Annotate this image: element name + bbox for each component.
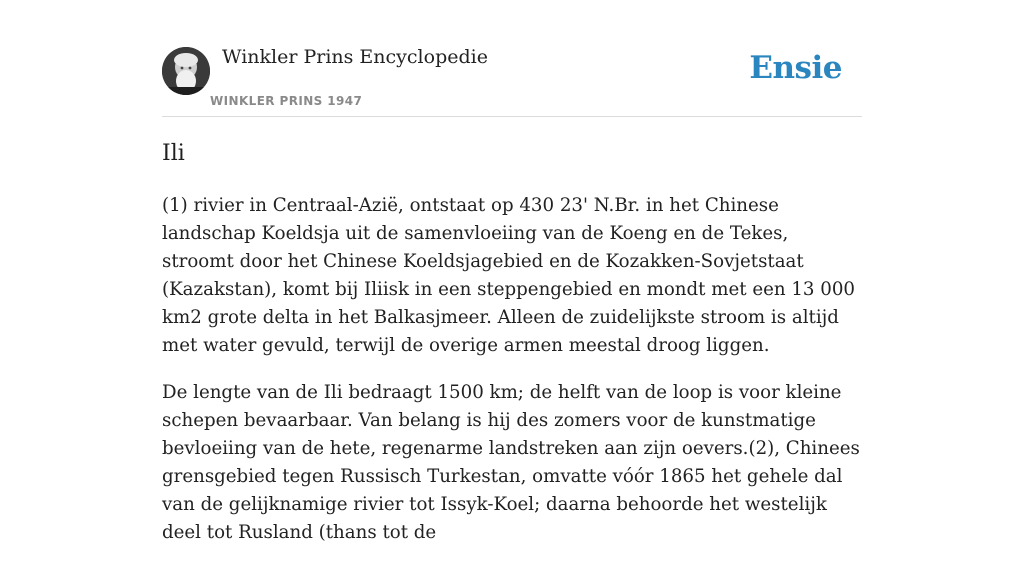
entry-paragraph: (1) rivier in Centraal-Azië, ontstaat op 430 23' N.Br. in het Chinese landschap Koeldsja uit de samenvloeiing van de Koeng en de Tekes, stroomt door het Chinese Koeldsjagebied en de Kozakken-Sovjetstaat (Kazakstan), komt bij Iliisk in een steppengebied en mondt met een 13 000 km2 grote delta in het Balkasjmeer. Alleen de zuidelijkste stroom is altijd met water gevuld, terwijl de overige armen meestal droog liggen.: [162, 195, 855, 356]
author-portrait-icon[interactable]: [162, 47, 210, 95]
brand-logo[interactable]: Ensie: [749, 50, 842, 86]
entry-paragraph: De lengte van de Ili bedraagt 1500 km; de helft van de loop is voor kleine schepen bevaarbaar. Van belang is hij des zomers voor de kunstmatige bevloeiing van de hete, regenarme landstreken aan zijn oevers.(2), Chinees grensgebied tegen Russisch Turkestan, omvatte vóór 1865 het gehele dal van de gelijknamige rivier tot Issyk-Koel; daarna behoorde het westelijk deel tot Rusland (thans tot de: [162, 382, 860, 543]
entry-body: [162, 192, 862, 566]
source-name-link[interactable]: Winkler Prins Encyclopedie: [222, 46, 488, 68]
source-header: [162, 0, 862, 117]
page-container: [162, 0, 862, 543]
source-edition-label: WINKLER PRINS 1947: [210, 94, 363, 108]
entry-title: Ili: [162, 141, 185, 166]
